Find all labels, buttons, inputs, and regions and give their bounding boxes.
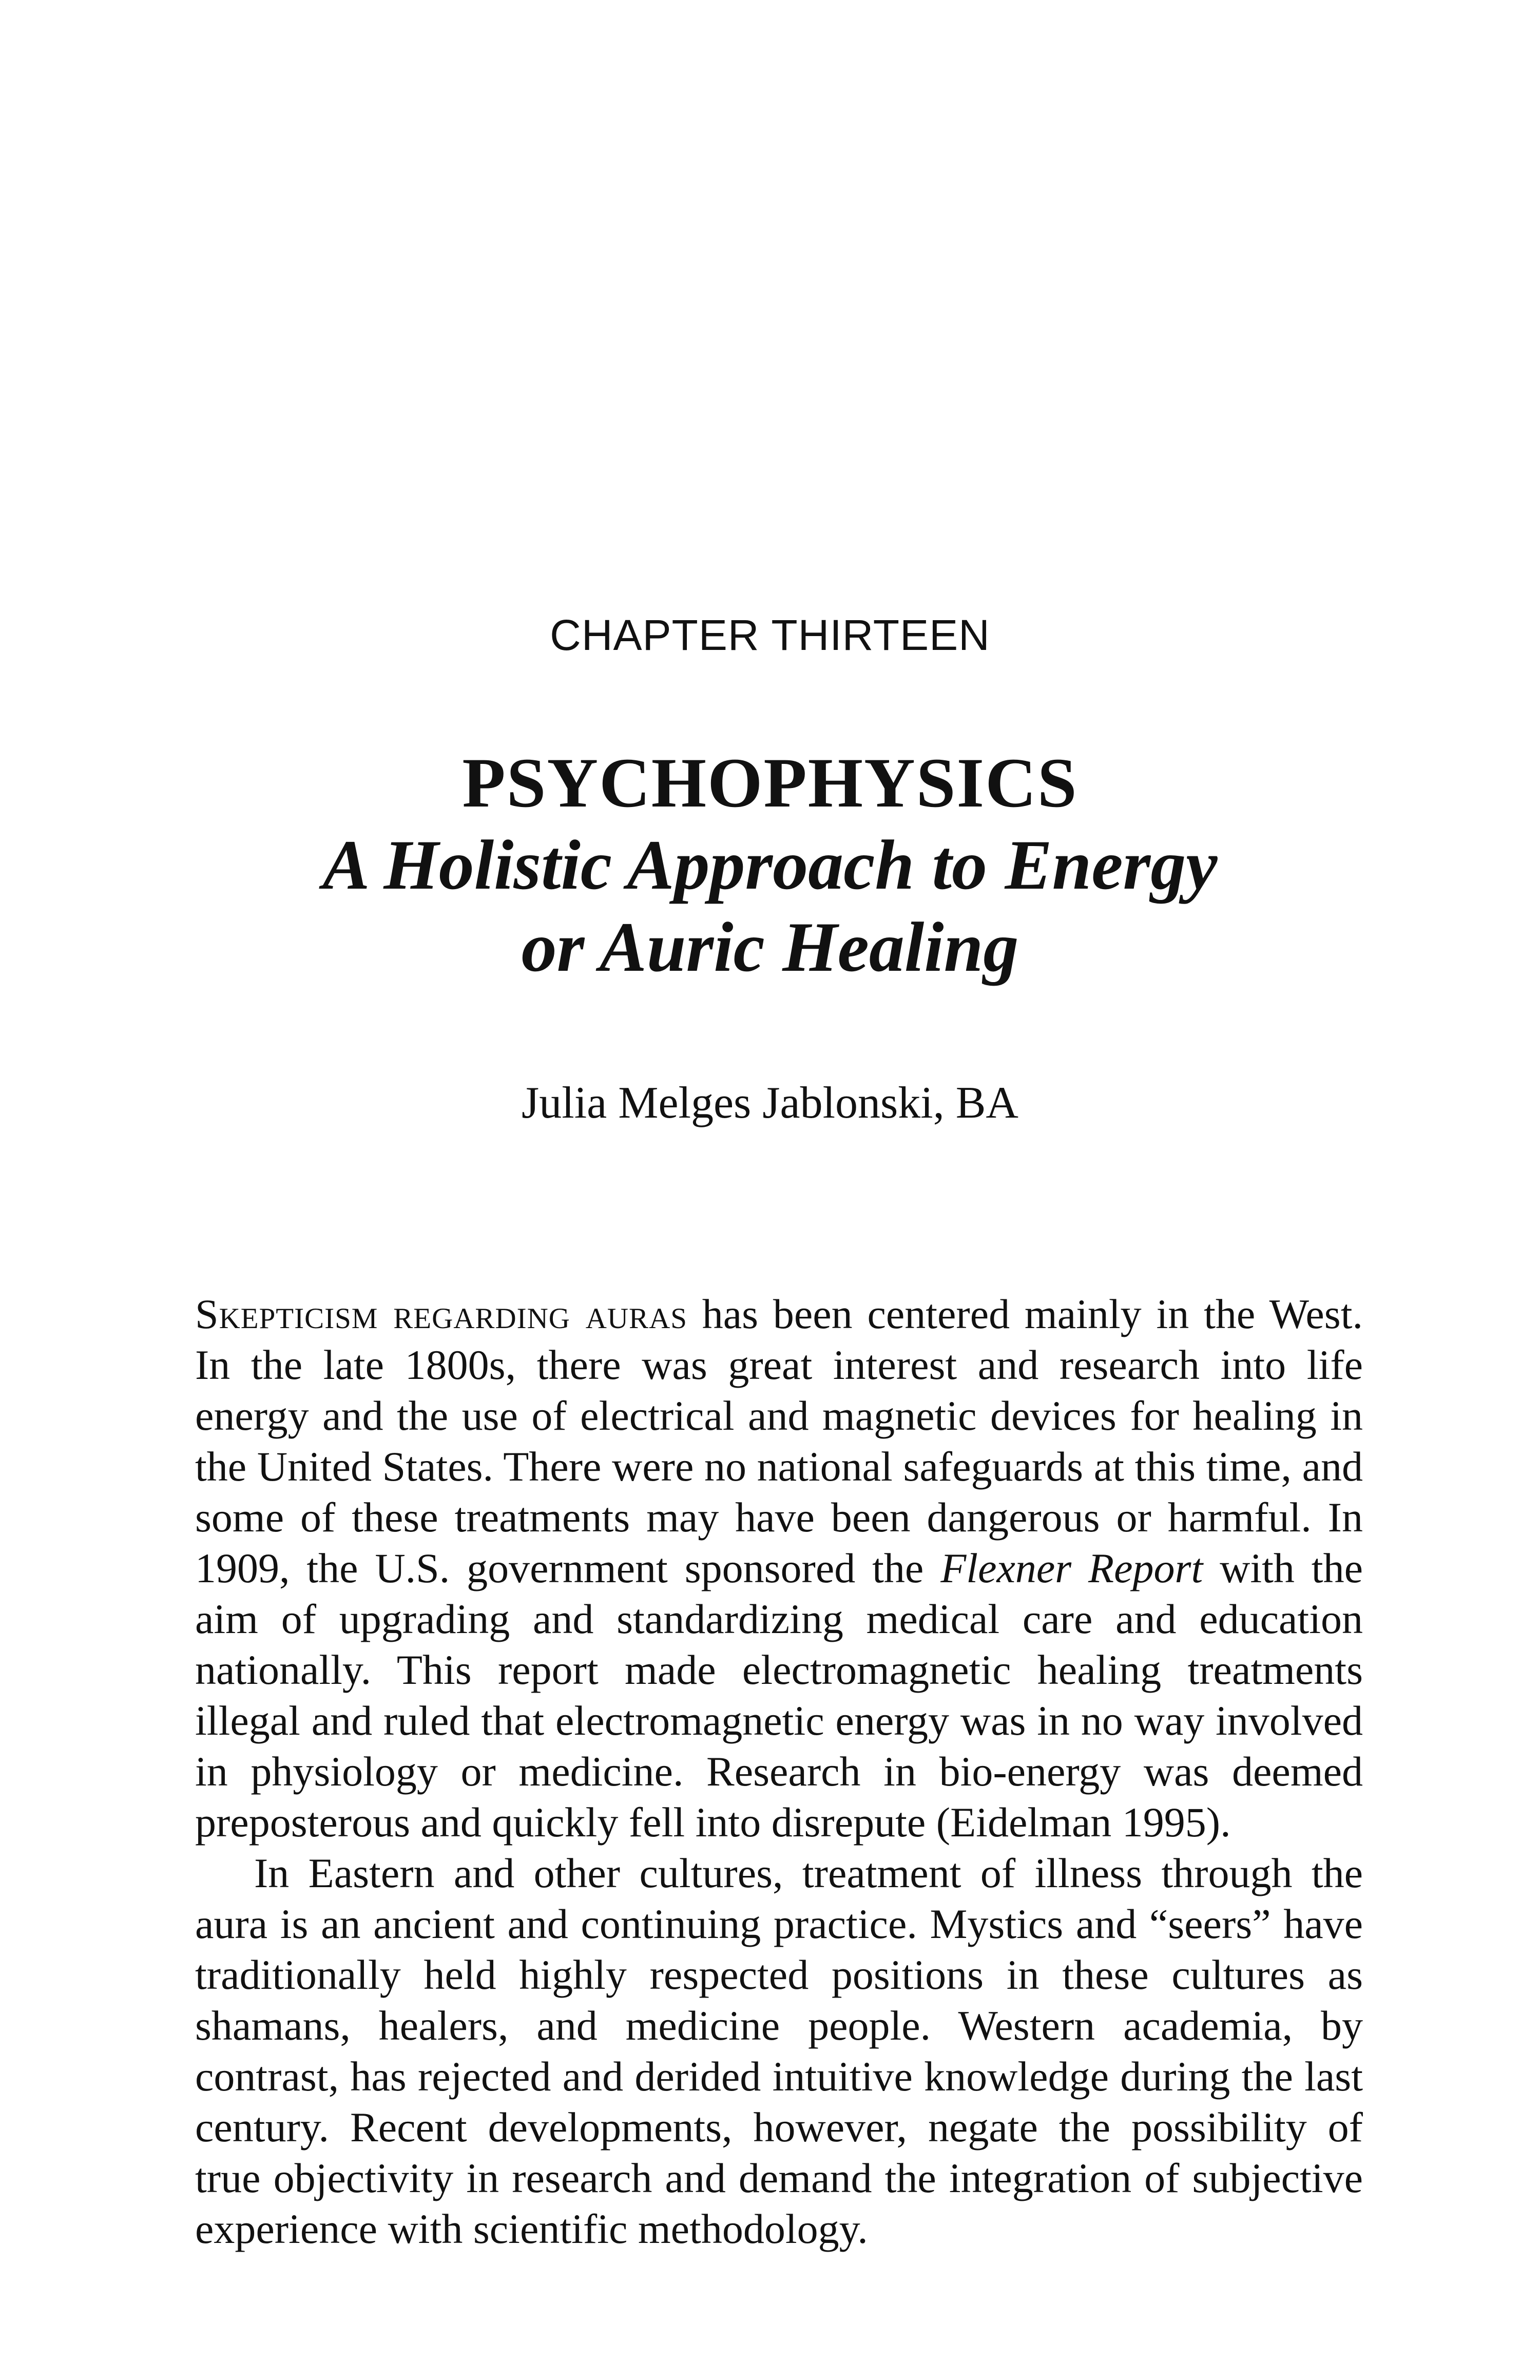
paragraph-1-text-a: has been centered mainly in the West. In the late 1800s, there was great interest and research into life energy and the use of electrical and magnetic devices for healing in the United States. There were no national safeguards at this time, and some of these treatments may have been dangerous or harmful. In 1909, the U.S. government sponsored the: [195, 1291, 1363, 1591]
author-name: Julia Melges Jablonski, BA: [522, 1078, 1018, 1128]
chapter-title: PSYCHOPHYSICS: [462, 743, 1078, 822]
chapter-label: CHAPTER THIRTEEN: [550, 611, 990, 659]
chapter-subtitle-line-1: A Holistic Approach to Energy: [322, 826, 1218, 904]
chapter-subtitle-line-2: or Auric Healing: [521, 908, 1019, 986]
paragraph-1-text-b: with the aim of upgrading and standardizing medical care and education nationally. This report made electromagnetic healing treatments illegal and ruled that electromagnetic energy was in no way involved in physiology or medicine. Research in bio-energy was deemed preposterous and quickly fell into disrepute (Eidelman 1995).: [195, 1545, 1363, 1846]
body-text: [195, 1289, 1363, 2254]
paragraph-1: [195, 1289, 1363, 1848]
flexner-report-title: Flexner Report: [940, 1545, 1203, 1591]
title-block: [0, 742, 1540, 988]
paragraph-1-lead-in: Skepticism regarding auras: [195, 1291, 687, 1337]
paragraph-2: In Eastern and other cultures, treatment of illness through the aura is an ancient and continuing practice. Mystics and “seers” have traditionally held highly respected positions in these cultures as shamans, healers, and medicine people. Western academia, by contrast, has rejected and derided intuitive knowledge during the last century. Recent developments, however, negate the possibility of true objectivity in research and demand the integration of subjective experience with scientific methodology.: [195, 1850, 1363, 2252]
